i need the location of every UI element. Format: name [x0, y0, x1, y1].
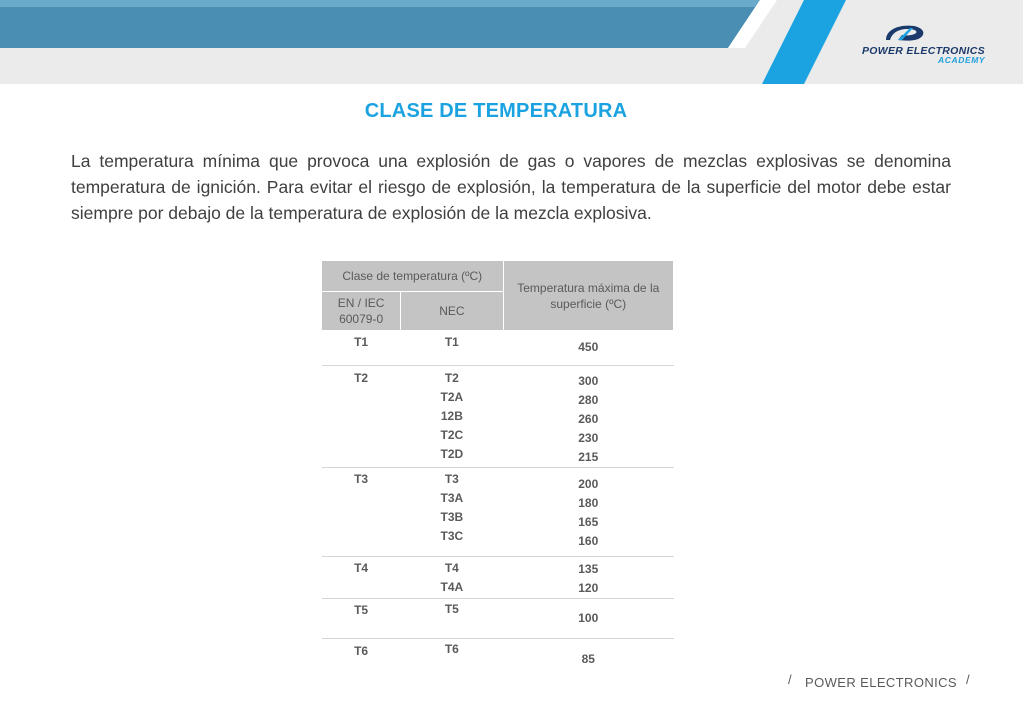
cell-max: [503, 599, 674, 639]
cell-nec-text: T2 T2A 12B T2C T2D: [440, 371, 464, 461]
cell-max-text: 85: [581, 652, 595, 666]
page-title: CLASE DE TEMPERATURA: [364, 100, 628, 122]
cell-nec: [401, 639, 503, 679]
footer-slash-right: /: [966, 672, 971, 687]
logo-swoosh-icon: [880, 22, 930, 44]
cell-iec-text: T6: [354, 644, 369, 658]
cell-nec: [401, 599, 503, 639]
header-en-iec: EN / IEC 60079-0: [322, 292, 401, 331]
table-row: [322, 557, 674, 599]
footer-brand-text: POWER ELECTRONICS: [805, 675, 957, 690]
cell-max-text: 100: [578, 611, 599, 625]
cell-max-text: 200 180 165 160: [578, 477, 599, 548]
header-nec: NEC: [401, 292, 503, 331]
cell-iec: [322, 366, 401, 468]
cell-nec: [401, 366, 503, 468]
intro-paragraph: La temperatura mínima que provoca una explosión de gas o vapores de mezclas explosivas se denomina temperatura de ignición. Para evitar el riesgo de explosión, la temperatura de la superficie del motor debe estar siempre por debajo de la temperatura de explosión de la mezcla explosiva.: [71, 151, 951, 223]
cell-nec: [401, 557, 503, 599]
cell-iec: [322, 639, 401, 679]
cell-nec-text: T1: [444, 335, 459, 349]
cell-nec-text: T4 T4A: [440, 561, 464, 594]
cell-nec-text: T5: [444, 602, 459, 616]
cell-max: [503, 557, 674, 599]
header-stripe-light: [0, 0, 760, 7]
cell-iec-text: T2: [354, 371, 369, 385]
cell-iec-text: T3: [354, 472, 369, 486]
cell-nec-text: T6: [444, 642, 459, 656]
header-stripe-dark: [0, 0, 760, 48]
table-row: [322, 639, 674, 679]
cell-iec-text: T1: [354, 335, 369, 349]
cell-max-text: 135 120: [578, 562, 599, 595]
footer-slash-left: /: [788, 672, 793, 687]
cell-iec-text: T5: [354, 603, 369, 617]
cell-max: [503, 639, 674, 679]
header-max-surface-temperature: Temperatura máxima de la superficie (ºC): [503, 261, 674, 331]
cell-iec: [322, 599, 401, 639]
brand-logo: [862, 22, 1002, 68]
table-row: [322, 468, 674, 557]
cell-max: [503, 331, 674, 366]
cell-nec: [401, 468, 503, 557]
table-row: [322, 331, 674, 366]
cell-max-text: 300 280 260 230 215: [578, 374, 599, 464]
cell-max: [503, 366, 674, 468]
temperature-class-table: [321, 260, 674, 679]
cell-iec-text: T4: [354, 561, 369, 575]
table-row: [322, 366, 674, 468]
cell-max-text: 450: [578, 340, 599, 354]
header-accent-blue: [762, 0, 846, 84]
cell-iec: [322, 468, 401, 557]
cell-nec-text: T3 T3A T3B T3C: [440, 472, 464, 543]
logo-text-academy: ACADEMY: [938, 55, 986, 65]
cell-iec: [322, 331, 401, 366]
cell-iec: [322, 557, 401, 599]
logo-text-main: POWER ELECTRONICS: [862, 45, 985, 57]
footer-brand: [788, 672, 978, 694]
cell-nec: [401, 331, 503, 366]
cell-max: [503, 468, 674, 557]
header-temperature-class: Clase de temperatura (ºC): [322, 261, 504, 292]
table-row: [322, 599, 674, 639]
